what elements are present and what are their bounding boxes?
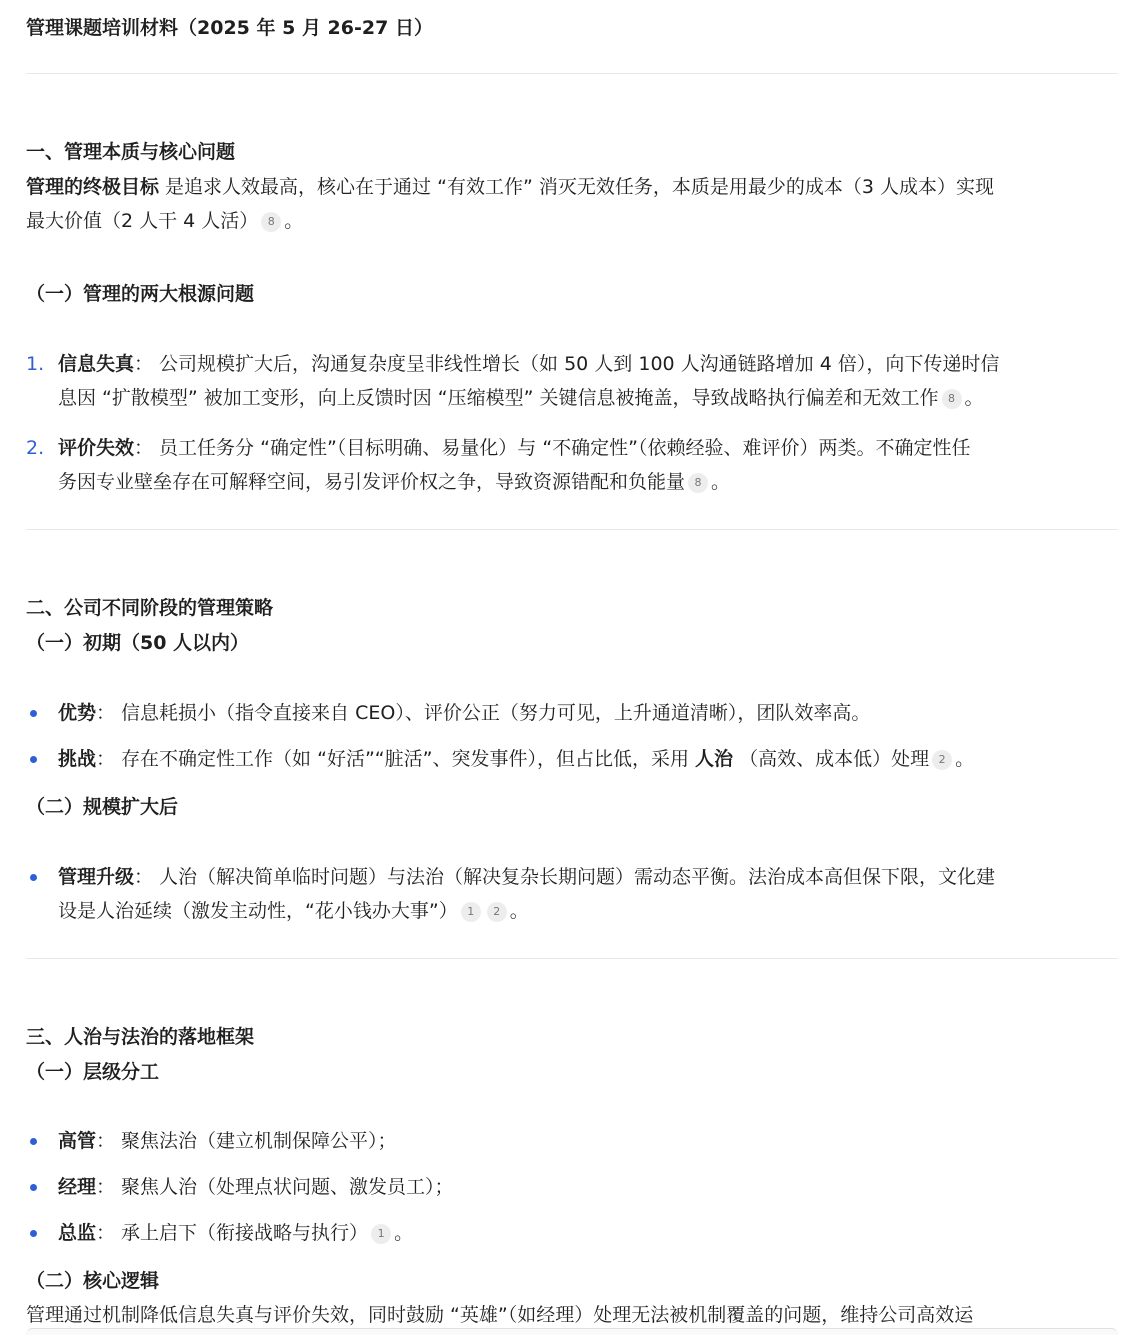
item-text: ： 承上启下（衔接战略与执行）: [96, 1222, 369, 1244]
item-label: 管理升级: [58, 866, 135, 888]
document-title: 管理课题培训材料（2025 年 5 月 26-27 日）: [26, 17, 433, 39]
section-1-intro-line-1: [26, 170, 994, 204]
divider: [26, 73, 1118, 74]
item-label: 总监: [58, 1222, 97, 1244]
period: 。: [509, 900, 529, 922]
item-label: 评价失效: [58, 437, 135, 459]
ordered-list-item: [26, 347, 1118, 415]
period: 。: [955, 748, 975, 770]
section-2-subheading-1: （一）初期（50 人以内）: [26, 632, 250, 654]
bullet-list-item: [58, 1216, 1118, 1250]
period: 。: [284, 210, 304, 232]
period: 。: [394, 1222, 414, 1244]
item-text: ： 公司规模扩大后，沟通复杂度呈非线性增长（如 50 人到 100 人沟通链路增加 4 倍），向下传递时信: [134, 353, 1000, 375]
item-label: 信息失真: [58, 353, 135, 375]
section-3-subheading-1: （一）层级分工: [26, 1061, 160, 1083]
bullet-icon: [30, 1184, 37, 1191]
bullet-icon: [30, 1138, 37, 1145]
section-3-logic-text: 管理通过机制降低信息失真与评价失效，同时鼓励 “英雄”（如经理）处理无法被机制覆盖的问题，维持公司高效运: [26, 1304, 974, 1326]
item-label: 挑战: [58, 748, 97, 770]
bullet-list-item: [58, 860, 1118, 928]
bullet-icon: [30, 874, 37, 881]
section-3-heading: 三、人治与法治的落地框架: [26, 1026, 255, 1048]
ordered-list-item: [26, 431, 1118, 499]
divider: [26, 529, 1118, 530]
bullet-list-item: [58, 696, 1118, 730]
item-label: 高管: [58, 1130, 97, 1152]
intro-text: 是追求人效最高，核心在于通过 “有效工作” 消灭无效任务，本质是用最少的成本（3 人成本）实现: [159, 176, 994, 198]
intro-text-2: 最大价值（2 人干 4 人活）: [26, 210, 259, 232]
section-1-intro-line-2: [26, 204, 303, 238]
period: 。: [711, 471, 731, 493]
item-label: 优势: [58, 702, 97, 724]
section-2-subheading-2: （二）规模扩大后: [26, 796, 179, 818]
item-text: ： 存在不确定性工作（如 “好活”“脏活”、突发事件），但占比低，采用: [96, 748, 696, 770]
item-text-2: （高效、成本低）处理: [733, 748, 930, 770]
citation-badge[interactable]: 2: [932, 750, 952, 770]
bullet-icon: [30, 1230, 37, 1237]
item-text: ： 员工任务分 “确定性”（目标明确、易量化）与 “不确定性”（依赖经验、难评价）两类。不确定性任: [134, 437, 971, 459]
section-2-heading: 二、公司不同阶段的管理策略: [26, 597, 274, 619]
citation-badge[interactable]: 1: [371, 1224, 391, 1244]
section-1-heading: 一、管理本质与核心问题: [26, 141, 236, 163]
item-text-2: 息因 “扩散模型” 被加工变形，向上反馈时因 “压缩模型” 关键信息被掩盖，导致战略执行偏差和无效工作: [58, 387, 939, 409]
list-number: 2.: [26, 437, 45, 459]
citation-badge[interactable]: 1: [461, 902, 481, 922]
bullet-list-item: [58, 1170, 1118, 1204]
citation-badge[interactable]: 8: [688, 473, 708, 493]
citation-badge[interactable]: 2: [487, 902, 507, 922]
bullet-icon: [30, 710, 37, 717]
item-text-2: 务因专业壁垒存在可解释空间，易引发评价权之争，导致资源错配和负能量: [58, 471, 686, 493]
item-text: ： 人治（解决简单临时问题）与法治（解决复杂长期问题）需动态平衡。法治成本高但保下限，文化建: [134, 866, 996, 888]
item-text: ： 信息耗损小（指令直接来自 CEO）、评价公正（努力可见，上升通道清晰），团队效率高。: [96, 702, 871, 724]
period: 。: [964, 387, 984, 409]
item-label: 经理: [58, 1176, 97, 1198]
item-text: ： 聚焦法治（建立机制保障公平）；: [96, 1130, 397, 1152]
bullet-icon: [30, 756, 37, 763]
citation-badge[interactable]: 8: [261, 212, 281, 232]
section-1-subheading: （一）管理的两大根源问题: [26, 283, 255, 305]
section-3-subheading-2: （二）核心逻辑: [26, 1270, 160, 1292]
list-number: 1.: [26, 353, 45, 375]
citation-badge[interactable]: 8: [942, 389, 962, 409]
divider: [26, 958, 1118, 959]
bullet-list-item: [58, 742, 1118, 776]
intro-bold: 管理的终极目标: [26, 176, 160, 198]
item-text: ： 聚焦人治（处理点状问题、激发员工）；: [96, 1176, 454, 1198]
item-text-2: 设是人治延续（激发主动性，“花小钱办大事”）: [58, 900, 458, 922]
bullet-list-item: [58, 1124, 1118, 1158]
item-bold-term: 人治: [695, 748, 734, 770]
